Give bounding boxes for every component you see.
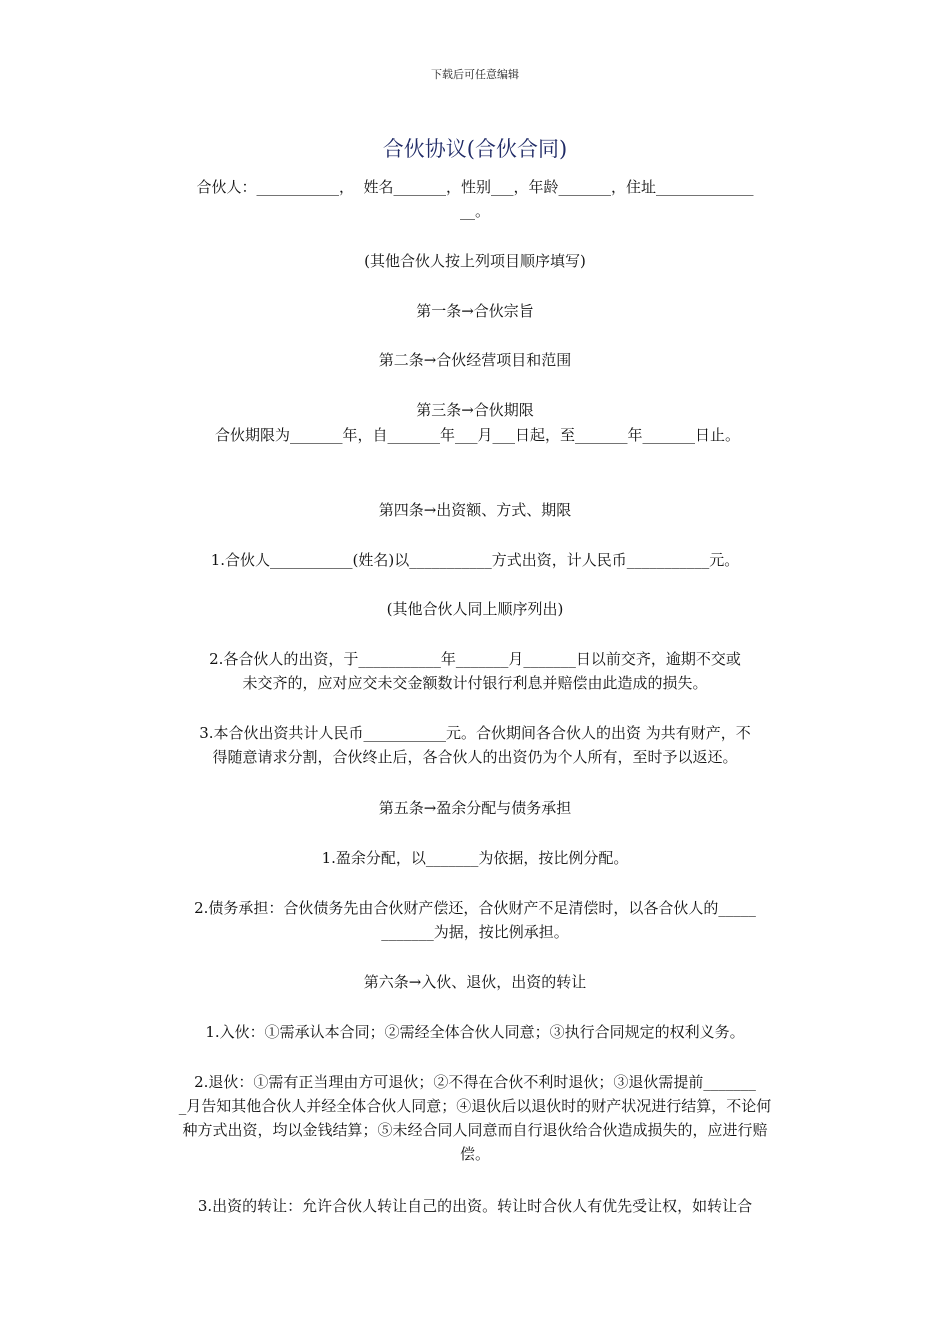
partner-info-paragraph: 合伙人：___________， 姓名_______，性别___，年龄_______，住址_____________ __。 <box>196 178 754 220</box>
contribution-item-2: 2.各合伙人的出资，于___________年_______月_______日以前交齐，逾期不交或 未交齐的，应对应交未交金额数计付银行利息并赔偿由此造成的损失。 <box>209 650 741 692</box>
debt-bearing: 2.债务承担：合伙债务先由合伙财产偿还，合伙财产不足清偿时，以各合伙人的_____ _______为据，按比例承担。 <box>194 899 756 941</box>
header-note: 下载后可任意编辑 <box>431 68 519 81</box>
other-partners-note: (其他合伙人按上列项目顺序填写) <box>364 252 586 270</box>
contribution-item-1: 1.合伙人___________(姓名)以___________方式出资，计人民币___________元。 <box>210 551 740 569</box>
transfer-item: 3.出资的转让：允许合伙人转让自己的出资。转让时合伙人有优先受让权，如转让合 <box>197 1197 753 1215</box>
term-paragraph: 合伙期限为_______年，自_______年___月___日起，至_______年_______日止。 <box>214 426 740 444</box>
article-1-heading: 第一条→合伙宗旨 <box>416 302 534 320</box>
withdrawal-item: 2.退伙：①需有正当理由方可退伙；②不得在合伙不利时退伙；③退伙需提前_______ _月告知其他合伙人并经全体合伙人同意；④退伙后以退伙时的财产状况进行结算，不论何 种方式出资，均以金钱结算；⑤未经合同人同意而自行退伙给合伙造成损失的，应进行赔 偿。 <box>178 1073 772 1163</box>
document-title: 合伙协议(合伙合同) <box>382 137 568 161</box>
admission-item: 1.入伙：①需承认本合同；②需经全体合伙人同意；③执行合同规定的权利义务。 <box>205 1023 745 1041</box>
article-2-heading: 第二条→合伙经营项目和范围 <box>378 351 572 369</box>
article-3-heading: 第三条→合伙期限 <box>416 401 534 419</box>
profit-distribution: 1.盈余分配，以_______为依据，按比例分配。 <box>321 849 629 867</box>
contribution-note: (其他合伙人同上顺序列出) <box>386 600 564 618</box>
contribution-item-3: 3.本合伙出资共计人民币___________元。合伙期间各合伙人的出资 为共有财产，不 得随意请求分割，合伙终止后，各合伙人的出资仍为个人所有，至时予以返还。 <box>199 724 751 766</box>
article-4-heading: 第四条→出资额、方式、期限 <box>378 501 572 519</box>
article-5-heading: 第五条→盈余分配与债务承担 <box>378 799 572 817</box>
article-6-heading: 第六条→入伙、退伙，出资的转让 <box>363 973 587 991</box>
